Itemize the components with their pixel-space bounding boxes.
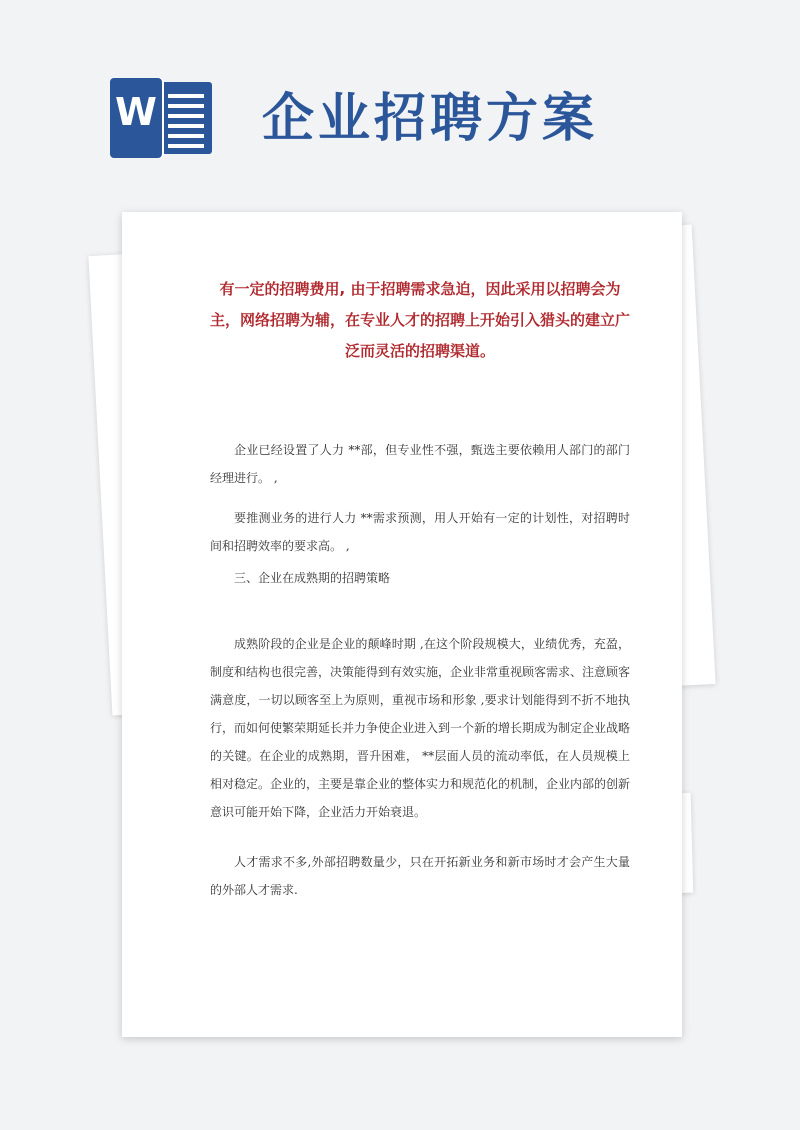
paragraph-demand-forecast: 要推测业务的进行人力 **需求预测，用人开始有一定的计划性，对招聘时间和招聘效率的要求高。 , (210, 511, 630, 553)
paragraph-maturity-stage: 成熟阶段的企业是企业的颠峰时期 ,在这个阶段规模大，业绩优秀，充盈，制度和结构也很完善，决策能得到有效实施，企业非常重视顾客需求、注意顾客满意度，一切以顾客至上为原则，重视市场和形象 ,要求计划能得到不折不地执行，而如何使繁荣期延长并力争使企业进入到一个新的增长期成为制定企业战略的关键。在企业的成熟期，晋升困难， **层面人员的流动率低，在人员规模上相对稳定。企业的，主要是靠企业的整体实力和规范化的机制，企业内部的创新意识可能开始下降，企业活力开始衰退。 (210, 637, 631, 819)
paragraph-hr-department: 企业已经设置了人力 **部，但专业性不强，甄选主要依赖用人部门的部门经理进行。 , (210, 443, 630, 485)
section-heading-maturity: 三、企业在成熟期的招聘策略 (234, 571, 391, 585)
lead-paragraph: 有一定的招聘费用, 由于招聘需求急迫，因此采用以招聘会为主，网络招聘为辅，在专业人才的招聘上开始引入猎头的建立广泛而灵活的招聘渠道。 (210, 280, 631, 360)
word-badge (110, 78, 162, 158)
document-page (122, 212, 682, 1037)
word-document-icon (110, 78, 212, 158)
header (0, 0, 800, 210)
word-logo-letter: W (115, 90, 157, 134)
paragraph-talent-demand: 人才需求不多,外部招聘数量少，只在开拓新业务和新市场时才会产生大量的外部人才需求. (210, 855, 630, 897)
page-title: 企业招聘方案 (262, 89, 599, 149)
